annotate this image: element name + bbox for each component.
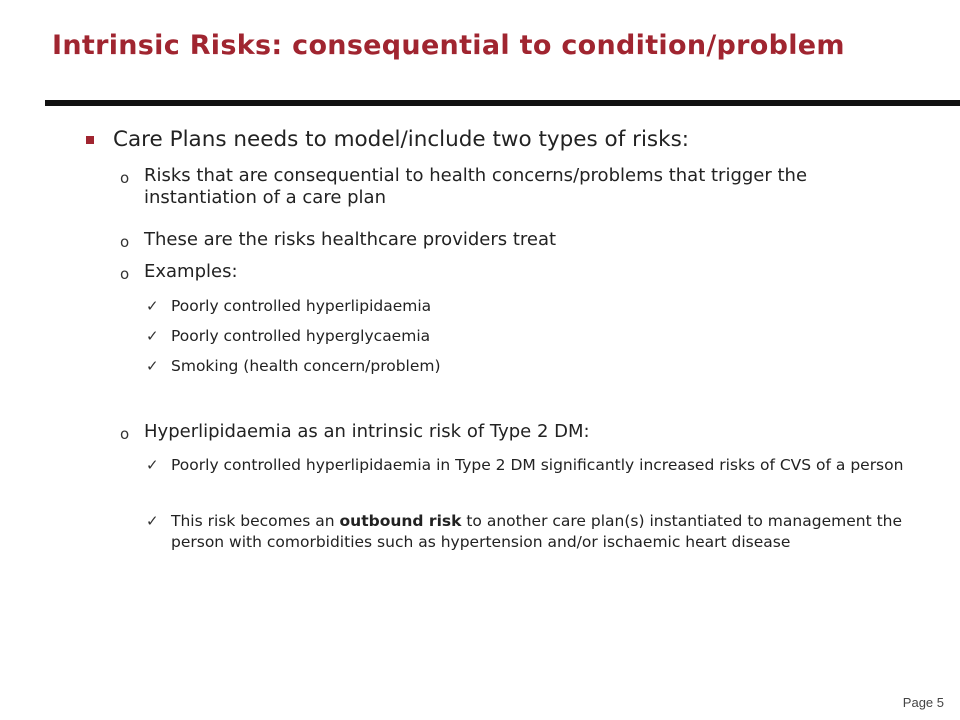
title-rule bbox=[45, 100, 960, 106]
checkmark-icon: ✓ bbox=[146, 357, 159, 375]
risk-type-text: These are the risks healthcare providers treat bbox=[144, 229, 557, 250]
hyperlip-point-item bbox=[146, 511, 951, 553]
bullet-main-text: Care Plans needs to model/include two types of risks: bbox=[113, 127, 690, 152]
hyperlip-heading-text: Hyperlipidaemia as an intrinsic risk of Type 2 DM: bbox=[144, 421, 590, 442]
example-item bbox=[146, 356, 951, 377]
risk-type-text: Risks that are consequential to health concerns/problems that trigger the instantiation of a care plan bbox=[144, 165, 808, 208]
circle-o-icon: o bbox=[120, 425, 130, 443]
risk-type-item bbox=[120, 261, 924, 283]
checkmark-icon: ✓ bbox=[146, 297, 159, 315]
circle-o-icon: o bbox=[120, 265, 130, 283]
hyperlip-point-text: Poorly controlled hyperlipidaemia in Type 2 DM significantly increased risks of CVS of a person bbox=[171, 456, 904, 474]
outbound-risk-emphasis: outbound risk bbox=[339, 512, 462, 530]
hyperlip-point-text-before: This risk becomes an bbox=[171, 512, 340, 530]
square-bullet-icon bbox=[86, 136, 94, 144]
hyperlip-heading-item bbox=[120, 421, 924, 443]
circle-o-icon: o bbox=[120, 233, 130, 251]
risk-type-text: Examples: bbox=[144, 261, 238, 282]
hyperlip-point-text-after: to another care plan(s) instantiated to management the person with comorbidities such as hypertension and/or ischaemic heart disease bbox=[171, 512, 903, 551]
example-text: Poorly controlled hyperlipidaemia bbox=[171, 297, 432, 315]
example-text: Poorly controlled hyperglycaemia bbox=[171, 327, 431, 345]
page-number: Page 5 bbox=[902, 695, 944, 710]
hyperlip-point-item bbox=[146, 455, 951, 476]
bullet-main bbox=[113, 126, 689, 154]
checkmark-icon: ✓ bbox=[146, 456, 159, 474]
example-item bbox=[146, 296, 951, 317]
risk-type-item bbox=[120, 229, 924, 251]
example-text: Smoking (health concern/problem) bbox=[171, 357, 441, 375]
checkmark-icon: ✓ bbox=[146, 512, 159, 530]
risk-type-item bbox=[120, 165, 924, 209]
circle-o-icon: o bbox=[120, 169, 130, 187]
checkmark-icon: ✓ bbox=[146, 327, 159, 345]
example-item bbox=[146, 326, 951, 347]
slide-title: Intrinsic Risks: consequential to condition/problem bbox=[52, 30, 845, 61]
